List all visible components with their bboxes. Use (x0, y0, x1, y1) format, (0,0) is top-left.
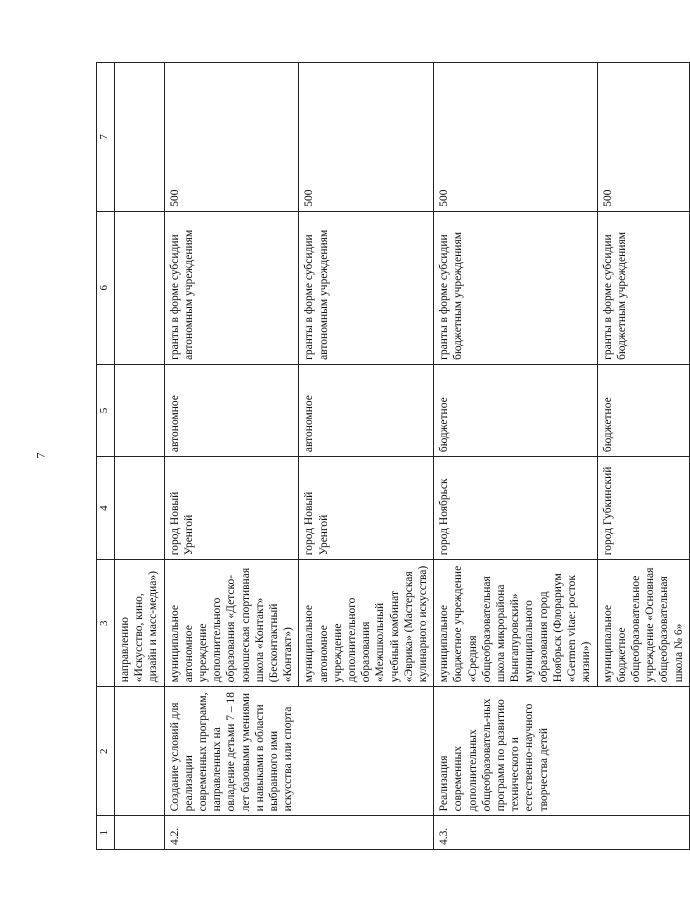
grants-table (96, 62, 690, 850)
cell-form: гранты в форме субсидии автономным учреждениям (299, 211, 434, 364)
cell-form: гранты в форме субсидии бюджетным учреждениям (597, 211, 689, 364)
cell-city: город Новый Уренгой (299, 457, 434, 560)
cell-form: гранты в форме субсидии бюджетным учреждениям (434, 211, 597, 364)
cell-org: муниципальное автономное учреждение дополнительного образования «Межшкольный учебный комбинат «Эврика» (Мастерская кулинарного искусства) (299, 560, 434, 687)
cell-continuation: направлению «Искусство, кино, дизайн и масс-медиа») (115, 560, 165, 687)
table-row (434, 63, 597, 850)
cell-empty (115, 63, 165, 212)
cell-empty (115, 364, 165, 456)
cell-amount: 500 (164, 63, 299, 212)
cell-task: Создание условий для реализации современных программ, направленных на овладение детьми 7 – 18 лет базовыми умениями и навыками в области выбранного ими искусства или спорта (164, 687, 434, 816)
page-number: 7 (33, 452, 48, 459)
cell-amount: 500 (434, 63, 597, 212)
cell-amount: 500 (299, 63, 434, 212)
table-row-continuation (115, 63, 165, 850)
rotated-table-container (96, 62, 685, 850)
header-col-1: 1 (97, 816, 115, 850)
cell-city: город Губкинский (597, 457, 689, 560)
table-header-row (97, 63, 115, 850)
cell-org: муниципальное бюджетное учреждение «Средняя общеобразовательная школа микрорайона Вынгапуровский» муниципального образования город Ноябрьск (Флорариум «Germen vitae: росток жизни») (434, 560, 597, 687)
header-col-4: 4 (97, 457, 115, 560)
cell-type: автономное (299, 364, 434, 456)
header-col-3: 3 (97, 560, 115, 687)
cell-num: 4.2. (164, 816, 434, 850)
cell-type: бюджетное (434, 364, 597, 456)
cell-type: бюджетное (597, 364, 689, 456)
table-row (164, 63, 299, 850)
cell-org: муниципальное бюджетное общеобразовательное учреждение «Основная общеобразовательная школа № 6» (597, 560, 689, 687)
header-col-2: 2 (97, 687, 115, 816)
cell-num: 4.3. (434, 816, 689, 850)
header-col-7: 7 (97, 63, 115, 212)
cell-empty (115, 687, 165, 816)
cell-amount: 500 (597, 63, 689, 212)
cell-city: город Новый Уренгой (164, 457, 299, 560)
cell-empty (115, 457, 165, 560)
cell-empty (115, 211, 165, 364)
header-col-6: 6 (97, 211, 115, 364)
cell-org: муниципальное автономное учреждение дополнительного образования «Детско-юношеская спортивная школа «Контакт» (Бесконтактный «Контакт») (164, 560, 299, 687)
cell-type: автономное (164, 364, 299, 456)
header-col-5: 5 (97, 364, 115, 456)
cell-form: гранты в форме субсидии автономным учреждениям (164, 211, 299, 364)
cell-city: город Ноябрьск (434, 457, 597, 560)
cell-task: Реализация современных дополнительных общеобразователь-ных программ по развитию технического и естественно-научного творчества детей (434, 687, 689, 816)
cell-empty (115, 816, 165, 850)
